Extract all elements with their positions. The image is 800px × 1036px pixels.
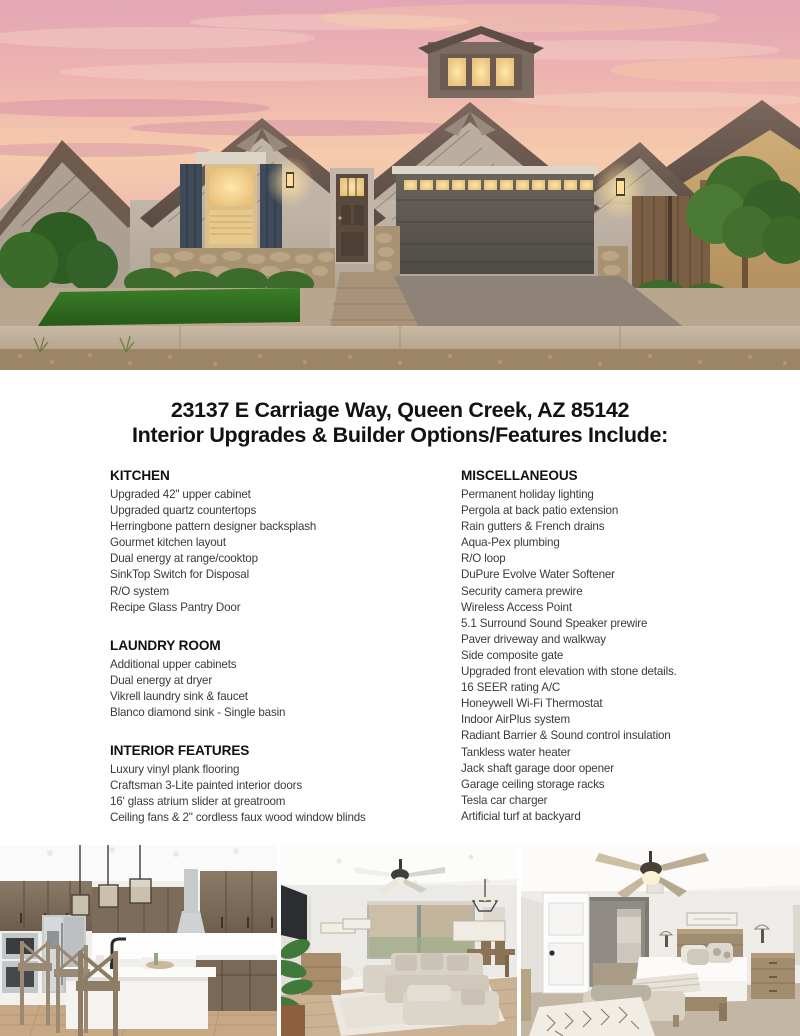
list-item: Paver driveway and walkway xyxy=(461,632,606,646)
list-item: Dual energy at range/cooktop xyxy=(110,552,258,566)
kitchen-illustration xyxy=(0,845,277,1036)
interior-photo-strip xyxy=(0,845,800,1036)
list-item: Upgraded 42" upper cabinet xyxy=(110,488,251,501)
list-item: Side composite gate xyxy=(461,648,564,662)
list-item: Herringbone pattern designer backsplash xyxy=(110,520,317,534)
list-item: Radiant Barrier & Sound control insulation xyxy=(461,729,671,743)
list-item: Gourmet kitchen layout xyxy=(110,536,226,550)
list-item: Indoor AirPlus system xyxy=(461,713,570,727)
kitchen-photo xyxy=(0,845,277,1036)
section-heading-miscellaneous: MISCELLANEOUS xyxy=(461,468,578,483)
list-item: 5.1 Surround Sound Speaker prewire xyxy=(461,616,648,630)
list-item: Jack shaft garage door opener xyxy=(461,761,614,775)
list-item: Honeywell Wi-Fi Thermostat xyxy=(461,697,603,711)
hero-exterior-photo xyxy=(0,0,800,370)
hero-illustration xyxy=(0,0,800,370)
list-item: Ceiling fans & 2" cordless faux wood window blinds xyxy=(110,811,366,825)
interior-feature-list xyxy=(110,762,440,826)
list-item: DuPure Evolve Water Softener xyxy=(461,568,615,582)
list-item: 16' glass atrium slider at greatroom xyxy=(110,795,286,809)
list-item: 16 SEER rating A/C xyxy=(461,681,561,695)
list-item: Tesla car charger xyxy=(461,793,548,807)
property-address: 23137 E Carriage Way, Queen Creek, AZ 85142 xyxy=(170,398,630,422)
features-right-column xyxy=(461,468,791,825)
primary-bedroom-photo xyxy=(521,845,800,1036)
great-room-illustration xyxy=(281,845,517,1036)
list-item: Upgraded quartz countertops xyxy=(110,504,257,518)
list-item: SinkTop Switch for Disposal xyxy=(110,568,249,582)
great-room-photo xyxy=(281,845,517,1036)
list-item: Additional upper cabinets xyxy=(110,657,237,671)
list-item: Wireless Access Point xyxy=(461,600,572,614)
list-item: Vikrell laundry sink & faucet xyxy=(110,689,248,703)
section-heading-laundry-room: LAUNDRY ROOM xyxy=(110,637,221,653)
bedroom-illustration xyxy=(521,845,800,1036)
list-item: R/O loop xyxy=(461,552,506,566)
list-item: Blanco diamond sink - Single basin xyxy=(110,706,286,720)
list-item: Dual energy at dryer xyxy=(110,673,213,687)
list-item: Aqua-Pex plumbing xyxy=(461,536,560,550)
section-heading-interior-features: INTERIOR FEATURES xyxy=(110,743,250,759)
features-columns xyxy=(0,468,800,828)
list-item: Security camera prewire xyxy=(461,584,583,598)
list-item: Upgraded front elevation with stone details. xyxy=(461,665,677,679)
list-item: Permanent holiday lighting xyxy=(461,488,594,501)
list-item: Pergola at back patio extension xyxy=(461,504,619,518)
laundry-feature-list xyxy=(110,657,440,721)
list-item: Recipe Glass Pantry Door xyxy=(110,600,241,614)
section-heading-kitchen: KITCHEN xyxy=(110,468,170,483)
page-title xyxy=(0,398,800,448)
list-item: Luxury vinyl plank flooring xyxy=(110,763,240,777)
list-item: Craftsman 3-Lite painted interior doors xyxy=(110,779,302,793)
page-subtitle: Interior Upgrades & Builder Options/Features Include: xyxy=(131,423,668,447)
features-left-column xyxy=(110,468,440,827)
list-item: Garage ceiling storage racks xyxy=(461,777,605,791)
list-item: Rain gutters & French drains xyxy=(461,520,605,534)
list-item: Artificial turf at backyard xyxy=(461,809,581,823)
list-item: Tankless water heater xyxy=(461,745,571,759)
kitchen-feature-list xyxy=(110,487,440,616)
list-item: R/O system xyxy=(110,584,170,598)
miscellaneous-feature-list xyxy=(461,487,791,825)
